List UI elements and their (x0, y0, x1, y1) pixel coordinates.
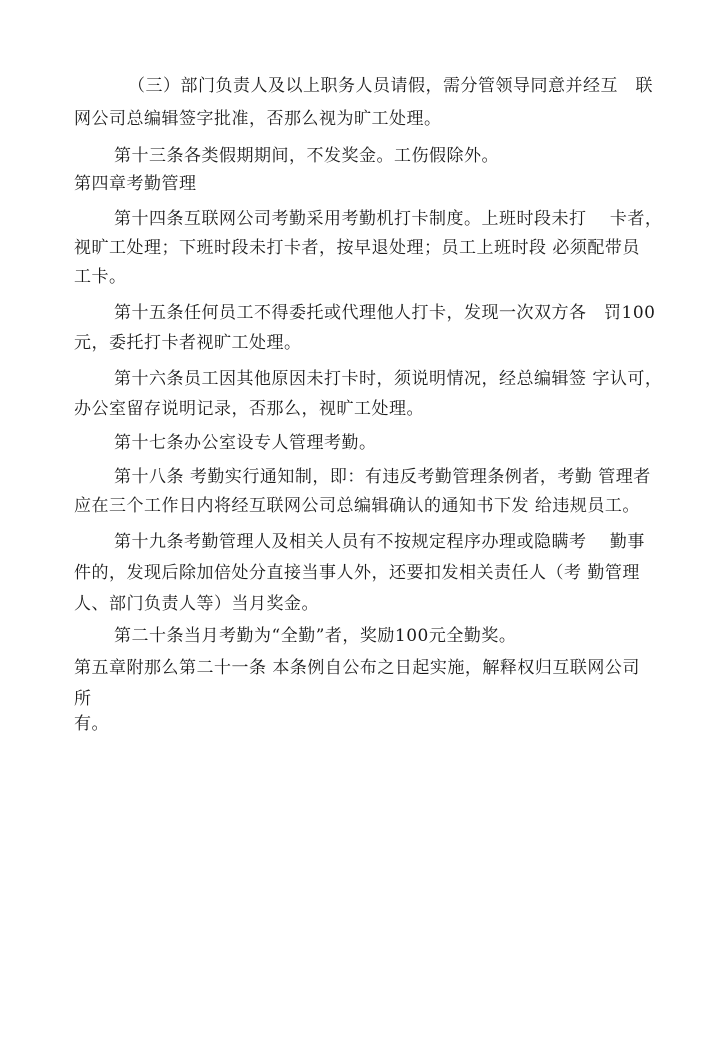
chapter-heading: 第四章考勤管理 (74, 174, 197, 194)
paragraph-line: 所 (74, 689, 92, 709)
paragraph-line: 第十五条任何员工不得委托或代理他人打卡，发现一次双方各 罚100 (114, 303, 656, 323)
paragraph-line: 人、部门负责人等）当月奖金。 (74, 594, 319, 614)
paragraph-line: 第十三条各类假期期间，不发奖金。工伤假除外。 (114, 146, 499, 166)
paragraph-line: 工卡。 (74, 267, 127, 287)
paragraph-line: 第二十条当月考勤为“全勤”者，奖励100元全勤奖。 (114, 626, 517, 646)
chapter-heading: 第五章附那么第二十一条 本条例自公布之日起实施，解释权归互联网公司 (74, 658, 640, 678)
paragraph-line: 第十七条办公室设专人管理考勤。 (114, 433, 377, 453)
paragraph-line: 元，委托打卡者视旷工处理。 (74, 333, 302, 353)
paragraph-line: 第十六条员工因其他原因未打卡时，须说明情况，经总编辑签 字认可， (114, 369, 663, 389)
paragraph-line: 第十九条考勤管理人及相关人员有不按规定程序办理或隐瞒考 勤事 (114, 532, 645, 552)
paragraph-line: 件的，发现后除加倍处分直接当事人外，还要扣发相关责任人（考 勤管理 (74, 563, 640, 583)
paragraph-line: 应在三个工作日内将经互联网公司总编辑确认的通知书下发 给违规员工。 (74, 496, 640, 516)
paragraph-line: 第十八条 考勤实行通知制，即：有违反考勤管理条例者，考勤 管理者 (114, 467, 651, 487)
paragraph-line: 第十四条互联网公司考勤采用考勤机打卡制度。上班时段未打 卡者， (114, 209, 663, 229)
paragraph-line: 网公司总编辑签字批准，否那么视为旷工处理。 (74, 109, 442, 129)
paragraph-line: 办公室留存说明记录，否那么，视旷工处理。 (74, 399, 424, 419)
paragraph-line: 有。 (74, 714, 109, 734)
paragraph-line: （三）部门负责人及以上职务人员请假，需分管领导同意并经互 联 (128, 76, 653, 96)
paragraph-line: 视旷工处理；下班时段未打卡者，按早退处理；员工上班时段 必须配带员 (74, 238, 640, 258)
